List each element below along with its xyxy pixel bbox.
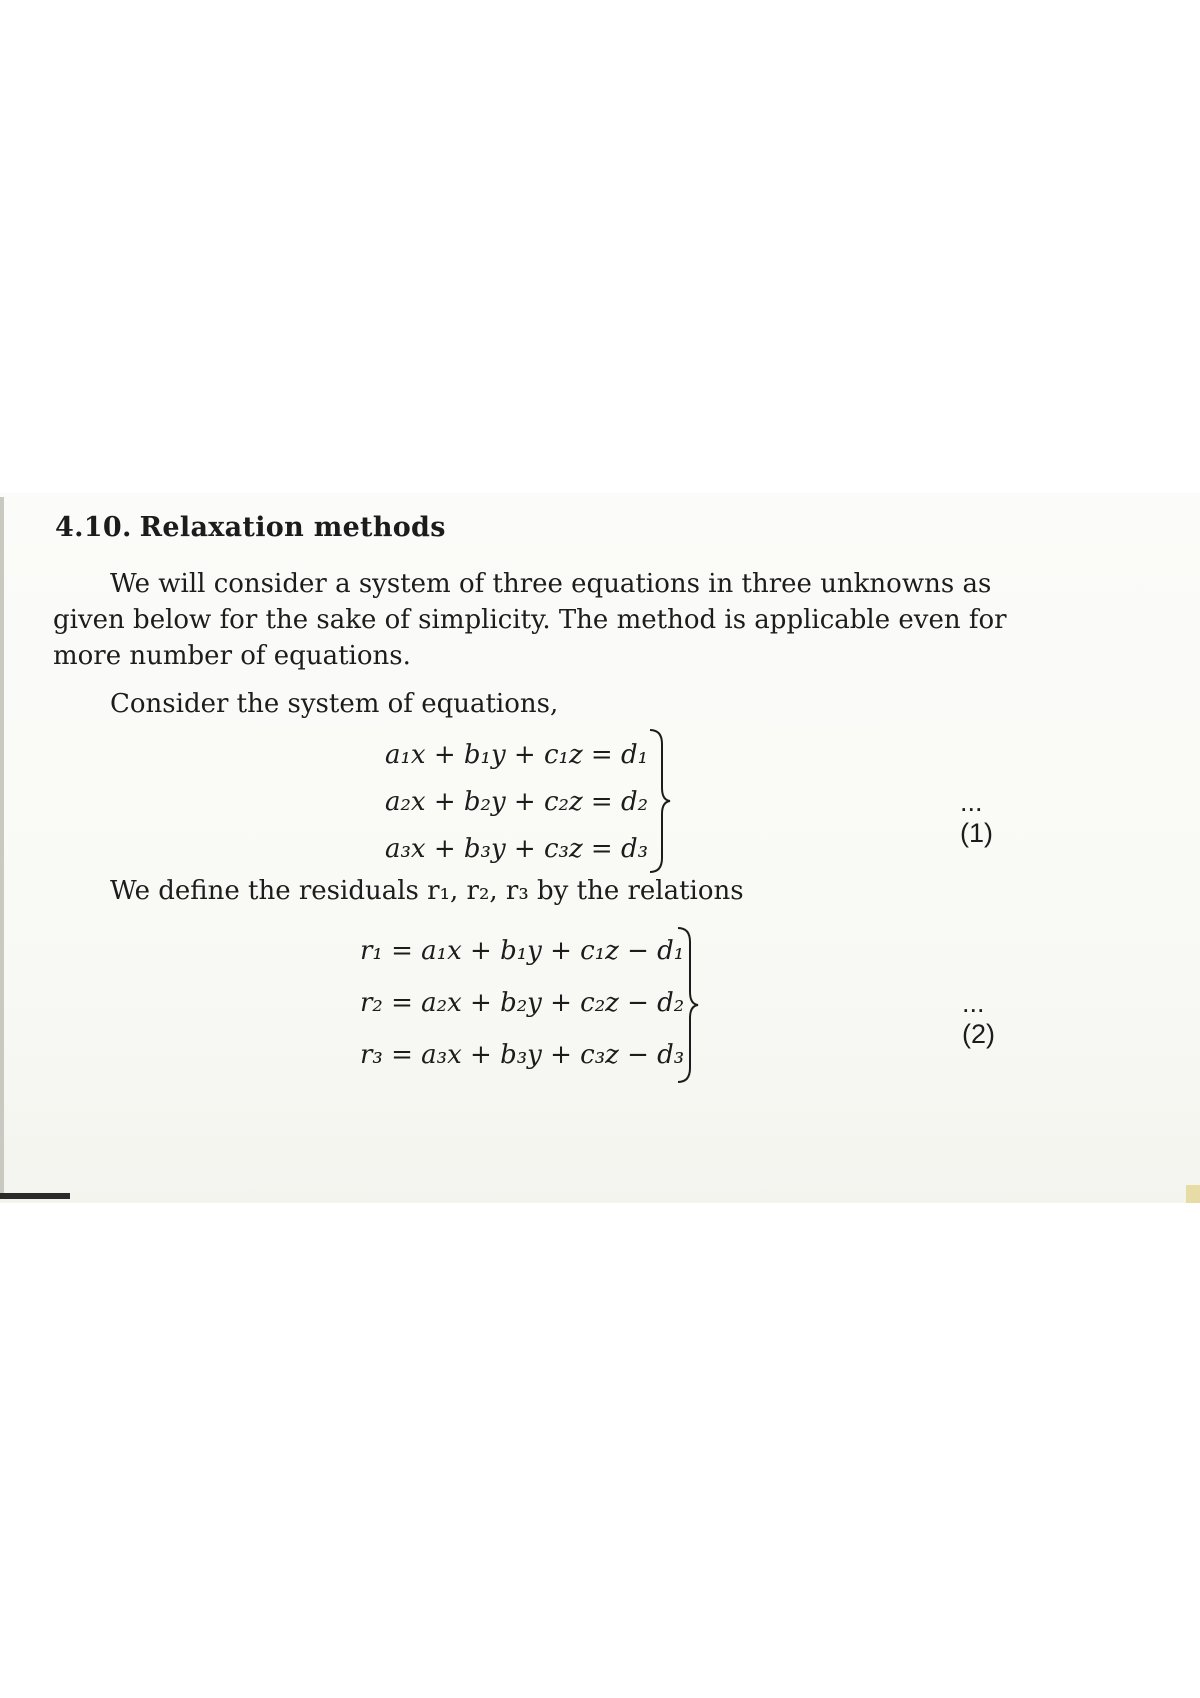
equation-line: a₃x + b₃y + c₃z = d₃ <box>385 834 649 864</box>
equation-line: a₁x + b₁y + c₁z = d₁ <box>385 740 649 770</box>
section-title: Relaxation methods <box>139 512 446 543</box>
residuals-intro-text: We define the residuals r₁, r₂, r₃ by the relations <box>110 876 744 906</box>
section-heading <box>55 512 446 543</box>
residual-line: r₂ = a₂x + b₂y + c₂z − d₂ <box>360 988 685 1018</box>
right-brace-1 <box>648 728 674 874</box>
equation-number-1: ...(1) <box>960 787 993 848</box>
residual-line: r₃ = a₃x + b₃y + c₃z − d₃ <box>360 1040 685 1070</box>
equation-line: a₂x + b₂y + c₂z = d₂ <box>385 787 649 817</box>
page-shadow-bottom-right <box>1186 1185 1200 1203</box>
section-number: 4.10. <box>55 512 132 543</box>
equation-number-2: ...(2) <box>962 988 995 1049</box>
system-intro-text: Consider the system of equations, <box>110 689 559 719</box>
paragraph-line: We will consider a system of three equations in three unknowns as <box>110 569 992 599</box>
paragraph-line: more number of equations. <box>53 641 411 671</box>
right-brace-2 <box>676 926 702 1084</box>
paragraph-line: given below for the sake of simplicity. The method is applicable even for <box>53 605 1007 635</box>
page-shadow-bottom-left <box>0 1193 70 1199</box>
residual-line: r₁ = a₁x + b₁y + c₁z − d₁ <box>360 936 685 966</box>
intro-paragraph <box>53 566 1028 674</box>
page-edge-left <box>0 497 4 1199</box>
